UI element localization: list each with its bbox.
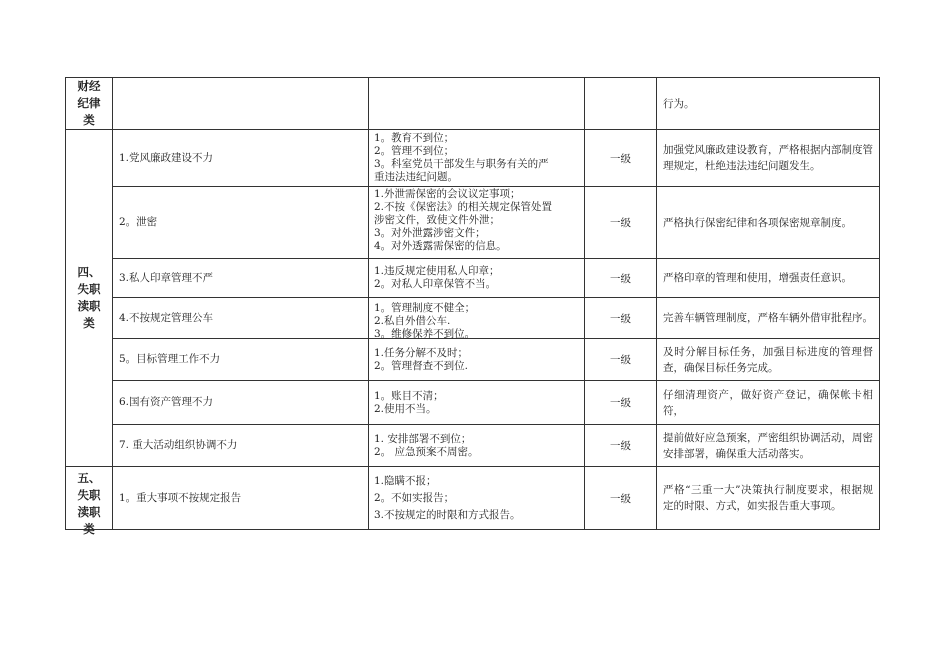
level-cell: 一级 xyxy=(585,259,657,298)
level-cell xyxy=(585,78,657,130)
measure-cell: 加强党风廉政建设教育，严格根据内部制度管理规定，杜绝违法违纪问题发生。 xyxy=(657,130,880,187)
category-line: 四、 xyxy=(77,265,101,279)
category-cell xyxy=(66,467,113,536)
measure-cell: 严格执行保密纪律和各项保密规章制度。 xyxy=(657,187,880,259)
item-cell: 6.国有资产管理不力 xyxy=(113,381,369,425)
category-cell xyxy=(66,130,113,467)
cause-line: 1。教育不到位； xyxy=(374,132,455,144)
category-cell xyxy=(66,78,113,130)
cause-line: 1. 安排部署不到位； xyxy=(374,432,472,445)
causes-cell xyxy=(369,259,585,298)
item-cell: 3.私人印章管理不严 xyxy=(113,259,369,298)
measure-cell: 严格印章的管理和使用，增强责任意识。 xyxy=(657,259,880,298)
table-row xyxy=(66,467,880,530)
item-cell: 5。目标管理工作不力 xyxy=(113,339,369,381)
category-line: 财经 xyxy=(77,79,101,93)
level-cell: 一级 xyxy=(585,339,657,381)
table-row xyxy=(66,187,880,259)
measure-cell: 仔细清理资产，做好资产登记，确保帐卡相符， xyxy=(657,381,880,425)
causes-cell xyxy=(369,381,585,425)
cause-line: 2。管理督查不到位. xyxy=(374,359,469,372)
category-line: 类 xyxy=(83,113,95,127)
cause-line: 4。对外透露需保密的信息。 xyxy=(374,239,507,252)
causes-cell xyxy=(369,339,585,381)
cause-line: 1.隐瞒不报； xyxy=(374,474,437,487)
table-row xyxy=(66,130,880,187)
measure-cell: 严格“三重一大”决策执行制度要求，根据规定的时限、方式，如实报告重大事项。 xyxy=(657,467,880,530)
cause-line: 3。科室党员干部发生与职务有关的严 xyxy=(374,158,549,170)
cause-line: 涉密文件，致使文件外泄； xyxy=(374,213,500,226)
item-cell: 2。泄密 xyxy=(113,187,369,259)
causes-cell xyxy=(369,467,585,530)
measure-cell: 行为。 xyxy=(657,78,880,130)
item-cell: 1。重大事项不按规定报告 xyxy=(113,467,369,530)
measure-cell: 及时分解目标任务，加强目标进度的管理督查，确保目标任务完成。 xyxy=(657,339,880,381)
table-row xyxy=(66,259,880,298)
causes-cell xyxy=(369,425,585,467)
risk-table xyxy=(65,77,880,536)
table-row xyxy=(66,425,880,467)
category-line: 失职 xyxy=(77,282,101,296)
item-cell: 1.党风廉政建设不力 xyxy=(113,130,369,187)
cause-line: 2。不如实报告； xyxy=(374,491,455,504)
level-cell: 一级 xyxy=(585,467,657,530)
cause-line: 1。账目不清； xyxy=(374,389,444,402)
cause-line: 重违法违纪问题。 xyxy=(374,171,458,183)
level-cell: 一级 xyxy=(585,130,657,187)
table-row xyxy=(66,298,880,339)
measure-cell: 提前做好应急预案，严密组织协调活动，周密安排部署，确保重大活动落实。 xyxy=(657,425,880,467)
cause-line: 2.不按《保密法》的相关规定保管处置 xyxy=(374,200,553,213)
causes-cell xyxy=(369,130,585,187)
cause-line: 2。管理不到位； xyxy=(374,145,455,157)
cause-line: 3。维修保养不到位。 xyxy=(374,327,476,340)
level-cell: 一级 xyxy=(585,381,657,425)
cause-line: 2。对私人印章保管不当。 xyxy=(374,278,497,290)
category-line: 五、 xyxy=(77,471,101,485)
causes-cell xyxy=(369,298,585,339)
table-row xyxy=(66,339,880,381)
cause-line: 1。管理制度不健全； xyxy=(374,301,476,314)
item-cell: 7. 重大活动组织协调不力 xyxy=(113,425,369,467)
category-line: 类 xyxy=(83,316,95,330)
cause-line: 2.使用不当。 xyxy=(374,402,437,415)
cause-line: 1.外泄需保密的会议议定事项； xyxy=(374,187,521,200)
category-line: 渎职 xyxy=(77,299,101,313)
category-line: 失职 xyxy=(77,488,101,502)
causes-cell xyxy=(369,78,585,130)
cause-line: 2.私自外借公车. xyxy=(374,314,451,327)
cause-line: 3。对外泄露涉密文件； xyxy=(374,226,486,239)
item-cell xyxy=(113,78,369,130)
table-row xyxy=(66,78,880,130)
category-line: 类 xyxy=(83,522,95,536)
cause-line: 2。 应急预案不周密。 xyxy=(374,445,479,458)
level-cell: 一级 xyxy=(585,425,657,467)
cause-line: 1.违反规定使用私人印章； xyxy=(374,265,500,277)
table-row xyxy=(66,381,880,425)
category-line: 渎职 xyxy=(77,505,101,519)
category-line: 纪律 xyxy=(77,96,101,110)
level-cell: 一级 xyxy=(585,187,657,259)
cause-line: 1.任务分解不及时； xyxy=(374,346,469,359)
measure-cell: 完善车辆管理制度，严格车辆外借审批程序。 xyxy=(657,298,880,339)
level-cell: 一级 xyxy=(585,298,657,339)
cause-line: 3.不按规定的时限和方式报告。 xyxy=(374,508,521,521)
item-cell: 4.不按规定管理公车 xyxy=(113,298,369,339)
causes-cell xyxy=(369,187,585,259)
